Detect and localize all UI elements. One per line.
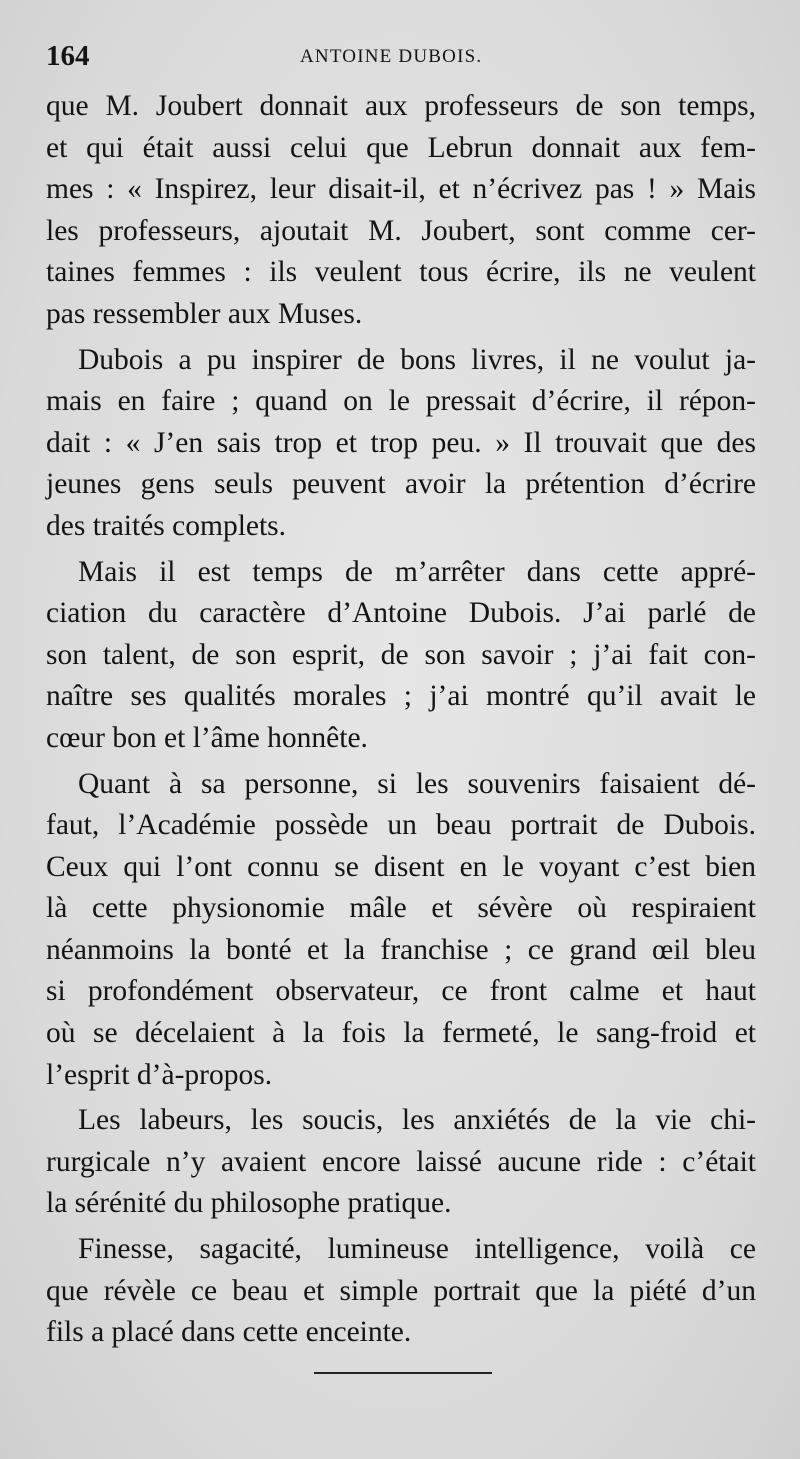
text-line: que M. Joubert donnait aux professeurs de son temps, bbox=[46, 90, 756, 122]
text-line: Quant à sa personne, si les souvenirs faisaient dé- bbox=[78, 767, 756, 800]
text-line: si profondément observateur, ce front calme et haut bbox=[46, 975, 756, 1008]
text-line: la sérénité du philosophe pratique. bbox=[46, 1187, 452, 1220]
text-line: son talent, de son esprit, de son savoir ; j’ai fait con- bbox=[46, 638, 756, 671]
page-header bbox=[46, 40, 754, 80]
paragraph bbox=[46, 340, 756, 548]
text-line: Dubois a pu inspirer de bons livres, il ne voulut ja- bbox=[78, 343, 756, 376]
text-line: mais en faire ; quand on le pressait d’écrire, il répon- bbox=[46, 385, 756, 418]
paragraph bbox=[46, 764, 756, 1097]
text-line: les professeurs, ajoutait M. Joubert, sont comme cer- bbox=[46, 214, 756, 247]
text-line: Mais il est temps de m’arrêter dans cette appré- bbox=[78, 555, 756, 588]
text-line: et qui était aussi celui que Lebrun donnait aux fem- bbox=[46, 131, 756, 164]
text-line: mes : « Inspirez, leur disait-il, et n’écrivez pas ! » Mais bbox=[46, 173, 756, 206]
paragraph bbox=[46, 86, 756, 336]
text-line: Ceux qui l’ont connu se disent en le voyant c’est bien bbox=[46, 850, 756, 883]
text-line: taines femmes : ils veulent tous écrire, ils ne veulent bbox=[46, 256, 756, 289]
text-line: Les labeurs, les soucis, les anxiétés de la vie chi- bbox=[78, 1104, 756, 1137]
text-line: ciation du caractère d’Antoine Dubois. J’ai parlé de bbox=[46, 597, 756, 630]
text-line: faut, l’Académie possède un beau portrait de Dubois. bbox=[46, 809, 756, 842]
running-title: ANTOINE DUBOIS. bbox=[300, 46, 483, 67]
text-line: où se décelaient à la fois la fermeté, le sang-froid et bbox=[46, 1017, 756, 1050]
text-line: pas ressembler aux Muses. bbox=[46, 297, 363, 330]
body-text bbox=[46, 86, 756, 1358]
text-line: néanmoins la bonté et la franchise ; ce grand œil bleu bbox=[46, 933, 756, 966]
text-line: cœur bon et l’âme honnête. bbox=[46, 721, 368, 754]
paragraph bbox=[46, 1229, 756, 1354]
text-line: là cette physionomie mâle et sévère où respiraient bbox=[46, 892, 756, 925]
text-line: rurgicale n’y avaient encore laissé aucune ride : c’était bbox=[46, 1145, 756, 1178]
text-line: naître ses qualités morales ; j’ai montré qu’il avait le bbox=[46, 680, 756, 713]
text-line: des traités complets. bbox=[46, 509, 287, 542]
paragraph bbox=[46, 552, 756, 760]
text-line: jeunes gens seuls peuvent avoir la prétention d’écrire bbox=[46, 468, 756, 501]
text-line: Finesse, sagacité, lumineuse intelligence, voilà ce bbox=[78, 1233, 756, 1266]
end-rule-divider bbox=[314, 1372, 492, 1374]
paragraph bbox=[46, 1100, 756, 1225]
page-number: 164 bbox=[46, 40, 90, 72]
text-line: l’esprit d’à-propos. bbox=[46, 1058, 273, 1091]
text-line: que révèle ce beau et simple portrait que la piété d’un bbox=[46, 1274, 756, 1307]
text-line: dait : « J’en sais trop et trop peu. » Il trouvait que des bbox=[46, 426, 756, 459]
text-line: fils a placé dans cette enceinte. bbox=[46, 1316, 412, 1349]
